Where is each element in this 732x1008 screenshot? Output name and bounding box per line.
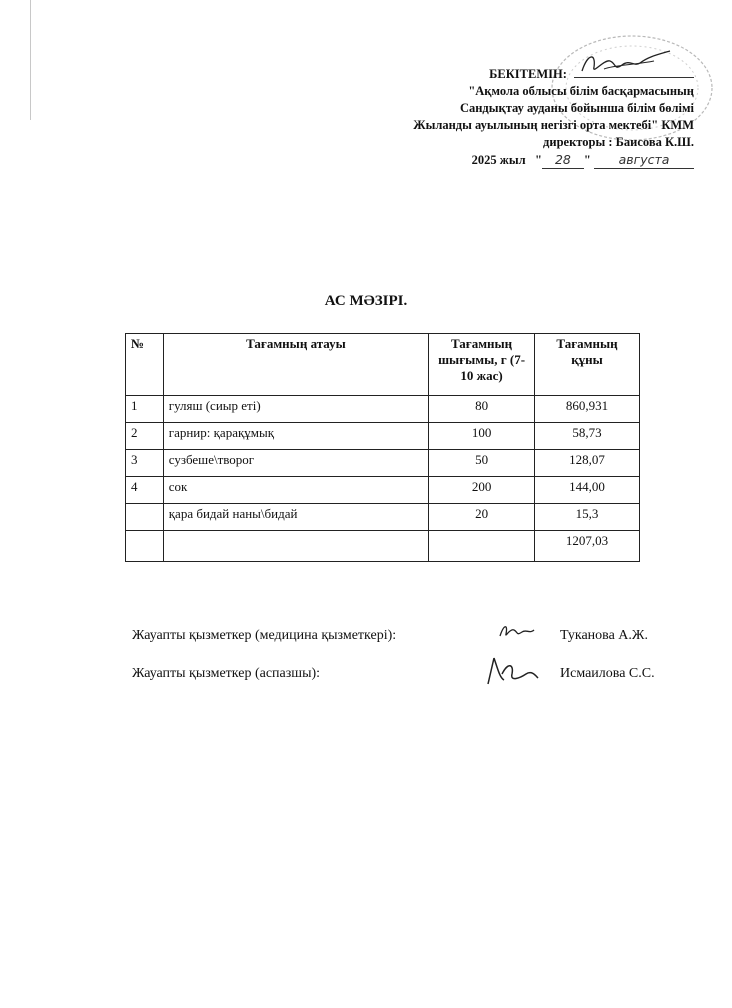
quote-close: " [583,153,591,167]
header-no: № [126,334,164,396]
cell-name: сок [163,477,428,504]
responsible-name-medic: Туканова А.Ж. [560,628,648,643]
approval-heading-line [413,65,694,83]
approval-month: августа [594,151,694,169]
cell-weight: 100 [429,423,535,450]
header-weight: Тағамның шығымы, г (7-10 жас) [429,334,535,396]
responsible-role-cook: Жауапты қызметкер (аспазшы): [132,666,321,681]
page-margin-line [30,0,31,120]
header-price: Тағамның құны [535,334,640,396]
cell-price: 15,3 [535,504,640,531]
cell-price: 860,931 [535,396,640,423]
responsible-name-cook: Исмаилова С.С. [560,666,655,681]
cell-weight [429,531,535,562]
medic-signature [496,620,540,642]
approval-heading: БЕКІТЕМІН: [489,67,567,81]
cell-name [163,531,428,562]
approval-line-3: Жыланды ауылының негізгі орта мектебі" КММ [413,118,694,132]
approval-day: 28 [542,151,584,169]
responsible-role-medic: Жауапты қызметкер (медицина қызметкері): [132,628,397,643]
cell-weight: 20 [429,504,535,531]
page-title: АС МӘЗІРІ. [324,293,408,309]
cell-no: 3 [126,450,164,477]
cell-name: сузбеше\творог [163,450,428,477]
cell-name: гарнир: қарақұмық [163,423,428,450]
table-total-row [126,531,640,562]
menu-table [125,333,640,562]
cook-signature [478,652,540,688]
header-name: Тағамның атауы [163,334,428,396]
cell-no: 1 [126,396,164,423]
cell-weight: 50 [429,450,535,477]
cell-total-price: 1207,03 [535,531,640,562]
approval-line-1: "Ақмола облысы білім басқармасының [468,84,694,98]
approval-date [413,151,694,169]
table-row [126,450,640,477]
cell-price: 128,07 [535,450,640,477]
table-row [126,423,640,450]
cell-no [126,504,164,531]
quote-open: " [534,153,542,167]
approval-line-2: Сандықтау ауданы бойынша білім бөлімі [459,101,694,115]
approval-year: 2025 жыл [471,153,526,167]
cell-name: гуляш (сиыр еті) [163,396,428,423]
cell-price: 58,73 [535,423,640,450]
cell-weight: 200 [429,477,535,504]
cell-name: қара бидай наны\бидай [163,504,428,531]
cell-no [126,531,164,562]
table-row [126,477,640,504]
approval-block [413,65,694,169]
cell-no: 2 [126,423,164,450]
approval-line-4: директоры : Баисова К.Ш. [543,135,694,149]
cell-no: 4 [126,477,164,504]
table-row [126,396,640,423]
director-signature [574,65,694,78]
table-header-row [126,334,640,396]
cell-price: 144,00 [535,477,640,504]
cell-weight: 80 [429,396,535,423]
table-row [126,504,640,531]
